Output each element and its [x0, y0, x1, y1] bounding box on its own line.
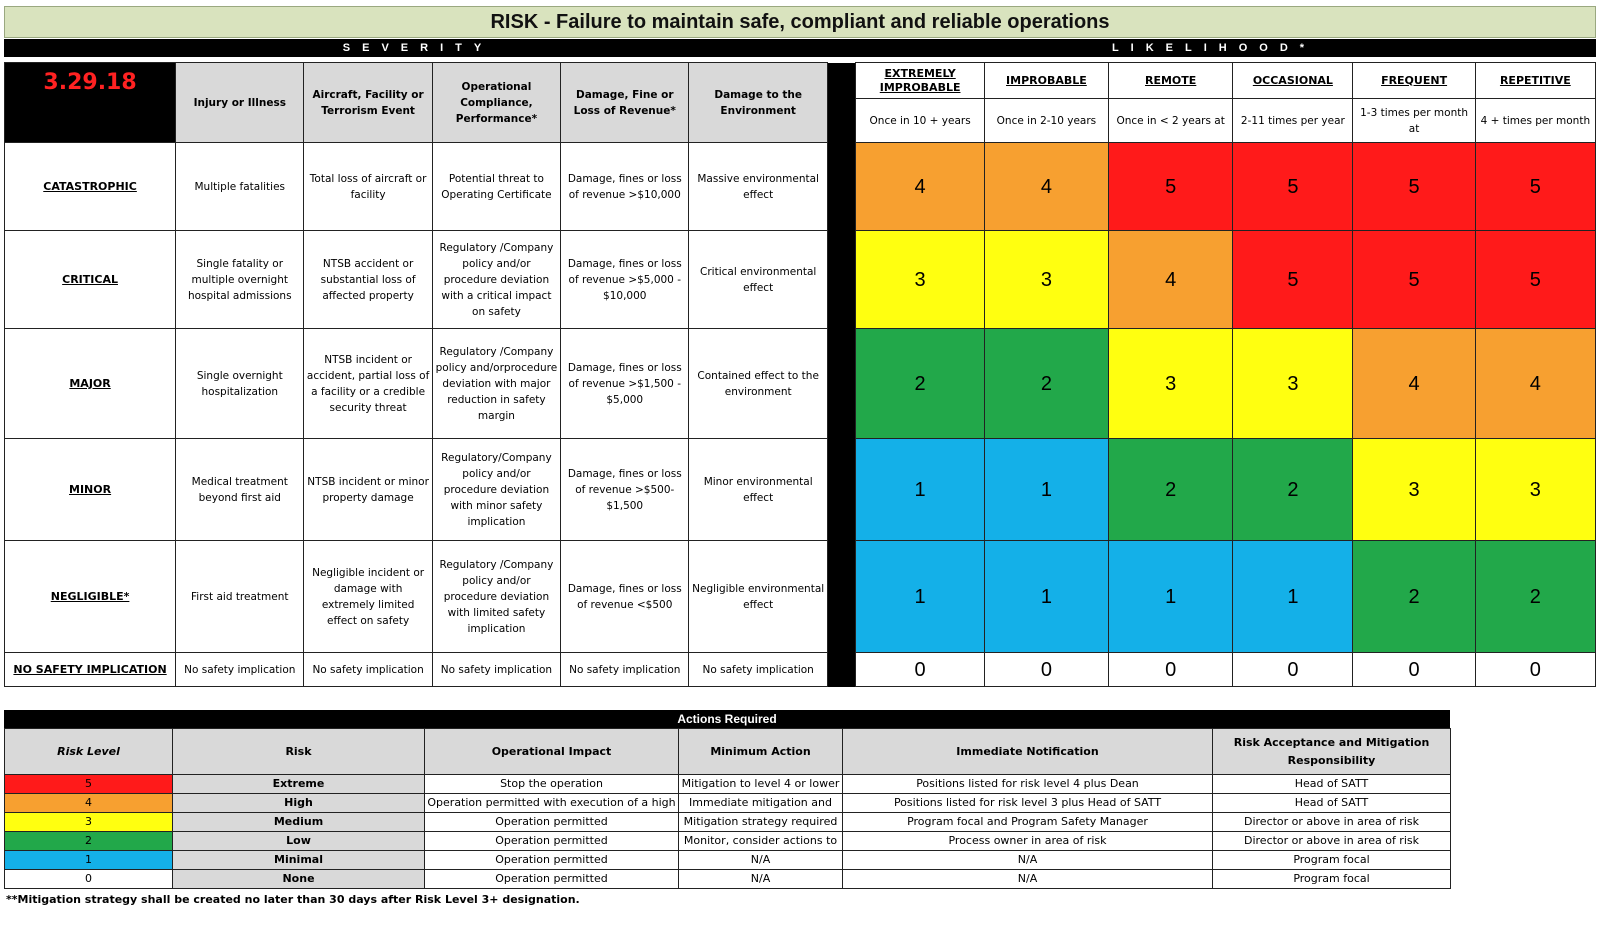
severity-row: [5, 329, 1596, 439]
minimum-action: Immediate mitigation and: [679, 794, 843, 813]
risk-level-cell: 4: [856, 143, 984, 231]
likelihood-frequency: Once in 10 + years: [856, 99, 984, 143]
severity-description: Contained effect to the environment: [689, 329, 828, 439]
severity-band: SEVERITY: [4, 39, 832, 57]
severity-label: MAJOR: [5, 329, 176, 439]
actions-row: [5, 775, 1451, 794]
risk-level-cell: 3: [1109, 329, 1233, 439]
severity-description: Critical environmental effect: [689, 231, 828, 329]
severity-description: Multiple fatalities: [176, 143, 304, 231]
risk-level-cell: 5: [1233, 143, 1353, 231]
likelihood-band: LIKELIHOOD*: [832, 39, 1596, 57]
severity-label: CATASTROPHIC: [5, 143, 176, 231]
severity-description: No safety implication: [561, 653, 689, 687]
risk-level-swatch: 5: [5, 775, 173, 794]
risk-level-cell: 3: [984, 231, 1108, 329]
minimum-action: Monitor, consider actions to: [679, 832, 843, 851]
immediate-notification: N/A: [843, 851, 1213, 870]
severity-description: Negligible incident or damage with extremely limited effect on safety: [304, 541, 432, 653]
severity-description: First aid treatment: [176, 541, 304, 653]
likelihood-frequency: 1-3 times per month at: [1353, 99, 1475, 143]
date-label: 3.29.18: [5, 63, 176, 143]
likelihood-header: OCCASIONAL: [1233, 63, 1353, 99]
severity-description: Potential threat to Operating Certificate: [432, 143, 560, 231]
risk-level-cell: 5: [1353, 231, 1475, 329]
footnote: **Mitigation strategy shall be created no later than 30 days after Risk Level 3+ designation.: [6, 893, 580, 906]
severity-row: [5, 653, 1596, 687]
risk-name: None: [173, 870, 425, 889]
actions-header: Risk Level: [5, 729, 173, 775]
risk-level-cell: 5: [1353, 143, 1475, 231]
minimum-action: N/A: [679, 870, 843, 889]
operational-impact: Operation permitted: [425, 870, 679, 889]
severity-description: No safety implication: [689, 653, 828, 687]
risk-name: High: [173, 794, 425, 813]
likelihood-frequency: Once in < 2 years at: [1109, 99, 1233, 143]
risk-level-cell: 2: [1475, 541, 1595, 653]
risk-level-cell: 0: [1475, 653, 1595, 687]
immediate-notification: Positions listed for risk level 4 plus Dean: [843, 775, 1213, 794]
risk-level-cell: 5: [1233, 231, 1353, 329]
severity-label: NO SAFETY IMPLICATION: [5, 653, 176, 687]
likelihood-header: REPETITIVE: [1475, 63, 1595, 99]
severity-description: Damage, fines or loss of revenue >$5,000 - $10,000: [561, 231, 689, 329]
risk-level-cell: 1: [856, 541, 984, 653]
actions-header: Operational Impact: [425, 729, 679, 775]
severity-row: [5, 231, 1596, 329]
severity-description: Total loss of aircraft or facility: [304, 143, 432, 231]
responsibility: Director or above in area of risk: [1213, 813, 1451, 832]
risk-level-swatch: 3: [5, 813, 173, 832]
responsibility: Head of SATT: [1213, 794, 1451, 813]
responsibility: Director or above in area of risk: [1213, 832, 1451, 851]
responsibility: Program focal: [1213, 851, 1451, 870]
risk-level-cell: 1: [984, 439, 1108, 541]
risk-name: Extreme: [173, 775, 425, 794]
risk-level-swatch: 1: [5, 851, 173, 870]
severity-description: Regulatory /Company policy and/or procedure deviation with a critical impact on safety: [432, 231, 560, 329]
operational-impact: Operation permitted: [425, 851, 679, 870]
severity-description: Damage, fines or loss of revenue >$1,500 - $5,000: [561, 329, 689, 439]
severity-description: No safety implication: [432, 653, 560, 687]
risk-name: Medium: [173, 813, 425, 832]
severity-description: No safety implication: [176, 653, 304, 687]
severity-description: No safety implication: [304, 653, 432, 687]
risk-level-cell: 3: [1475, 439, 1595, 541]
likelihood-frequency: Once in 2-10 years: [984, 99, 1108, 143]
risk-level-cell: 0: [984, 653, 1108, 687]
risk-level-cell: 4: [1475, 329, 1595, 439]
severity-description: Damage, fines or loss of revenue >$500- $1,500: [561, 439, 689, 541]
risk-level-swatch: 2: [5, 832, 173, 851]
risk-name: Low: [173, 832, 425, 851]
severity-description: Single overnight hospitalization: [176, 329, 304, 439]
risk-level-cell: 1: [1109, 541, 1233, 653]
risk-level-cell: 1: [856, 439, 984, 541]
actions-header: Risk: [173, 729, 425, 775]
severity-description: Medical treatment beyond first aid: [176, 439, 304, 541]
severity-description: Minor environmental effect: [689, 439, 828, 541]
actions-table: [4, 728, 1451, 889]
operational-impact: Operation permitted: [425, 813, 679, 832]
severity-description: NTSB incident or accident, partial loss of a facility or a credible security threat: [304, 329, 432, 439]
responsibility: Program focal: [1213, 870, 1451, 889]
risk-level-cell: 2: [856, 329, 984, 439]
severity-header: Damage, Fine or Loss of Revenue*: [561, 63, 689, 143]
severity-description: Massive environmental effect: [689, 143, 828, 231]
risk-level-cell: 5: [1475, 231, 1595, 329]
risk-matrix: [4, 62, 1596, 687]
severity-label: NEGLIGIBLE*: [5, 541, 176, 653]
severity-description: Damage, fines or loss of revenue >$10,000: [561, 143, 689, 231]
actions-header: Risk Acceptance and Mitigation Responsibility: [1213, 729, 1451, 775]
likelihood-header: REMOTE: [1109, 63, 1233, 99]
risk-level-cell: 3: [1233, 329, 1353, 439]
operational-impact: Stop the operation: [425, 775, 679, 794]
actions-title: Actions Required: [4, 710, 1450, 728]
likelihood-frequency: 4 + times per month: [1475, 99, 1595, 143]
likelihood-header: EXTREMELY IMPROBABLE: [856, 63, 984, 99]
severity-description: Damage, fines or loss of revenue <$500: [561, 541, 689, 653]
risk-level-cell: 4: [1353, 329, 1475, 439]
operational-impact: Operation permitted: [425, 832, 679, 851]
risk-level-cell: 0: [856, 653, 984, 687]
risk-level-cell: 4: [1109, 231, 1233, 329]
severity-header: Aircraft, Facility or Terrorism Event: [304, 63, 432, 143]
severity-row: [5, 439, 1596, 541]
page-title: RISK - Failure to maintain safe, compliant and reliable operations: [4, 6, 1596, 38]
severity-description: NTSB incident or minor property damage: [304, 439, 432, 541]
risk-level-cell: 1: [984, 541, 1108, 653]
severity-description: Regulatory /Company policy and/orprocedure deviation with major reduction in safety margin: [432, 329, 560, 439]
severity-description: Single fatality or multiple overnight hospital admissions: [176, 231, 304, 329]
severity-description: Regulatory/Company policy and/or procedure deviation with minor safety implication: [432, 439, 560, 541]
risk-level-cell: 2: [1109, 439, 1233, 541]
risk-level-cell: 0: [1353, 653, 1475, 687]
risk-level-swatch: 0: [5, 870, 173, 889]
risk-level-cell: 5: [1475, 143, 1595, 231]
risk-level-cell: 4: [984, 143, 1108, 231]
actions-header: Immediate Notification: [843, 729, 1213, 775]
severity-description: Negligible environmental effect: [689, 541, 828, 653]
actions-row: [5, 870, 1451, 889]
likelihood-header: IMPROBABLE: [984, 63, 1108, 99]
risk-level-cell: 3: [856, 231, 984, 329]
risk-level-cell: 2: [984, 329, 1108, 439]
risk-level-cell: 0: [1109, 653, 1233, 687]
risk-level-swatch: 4: [5, 794, 173, 813]
risk-level-cell: 3: [1353, 439, 1475, 541]
immediate-notification: N/A: [843, 870, 1213, 889]
operational-impact: Operation permitted with execution of a high: [425, 794, 679, 813]
risk-level-cell: 2: [1233, 439, 1353, 541]
severity-header: Damage to the Environment: [689, 63, 828, 143]
risk-level-cell: 2: [1353, 541, 1475, 653]
risk-level-cell: 5: [1109, 143, 1233, 231]
immediate-notification: Process owner in area of risk: [843, 832, 1213, 851]
severity-description: NTSB accident or substantial loss of affected property: [304, 231, 432, 329]
severity-label: MINOR: [5, 439, 176, 541]
severity-header: Operational Compliance, Performance*: [432, 63, 560, 143]
minimum-action: N/A: [679, 851, 843, 870]
risk-name: Minimal: [173, 851, 425, 870]
risk-level-cell: 0: [1233, 653, 1353, 687]
actions-row: [5, 813, 1451, 832]
minimum-action: Mitigation strategy required: [679, 813, 843, 832]
actions-row: [5, 794, 1451, 813]
risk-level-cell: 1: [1233, 541, 1353, 653]
actions-row: [5, 832, 1451, 851]
column-separator: [827, 63, 856, 687]
severity-row: [5, 541, 1596, 653]
severity-description: Regulatory /Company policy and/or procedure deviation with limited safety implication: [432, 541, 560, 653]
responsibility: Head of SATT: [1213, 775, 1451, 794]
likelihood-header: FREQUENT: [1353, 63, 1475, 99]
minimum-action: Mitigation to level 4 or lower: [679, 775, 843, 794]
likelihood-frequency: 2-11 times per year: [1233, 99, 1353, 143]
severity-label: CRITICAL: [5, 231, 176, 329]
actions-header: Minimum Action: [679, 729, 843, 775]
immediate-notification: Program focal and Program Safety Manager: [843, 813, 1213, 832]
actions-row: [5, 851, 1451, 870]
severity-row: [5, 143, 1596, 231]
severity-header: Injury or Illness: [176, 63, 304, 143]
immediate-notification: Positions listed for risk level 3 plus Head of SATT: [843, 794, 1213, 813]
